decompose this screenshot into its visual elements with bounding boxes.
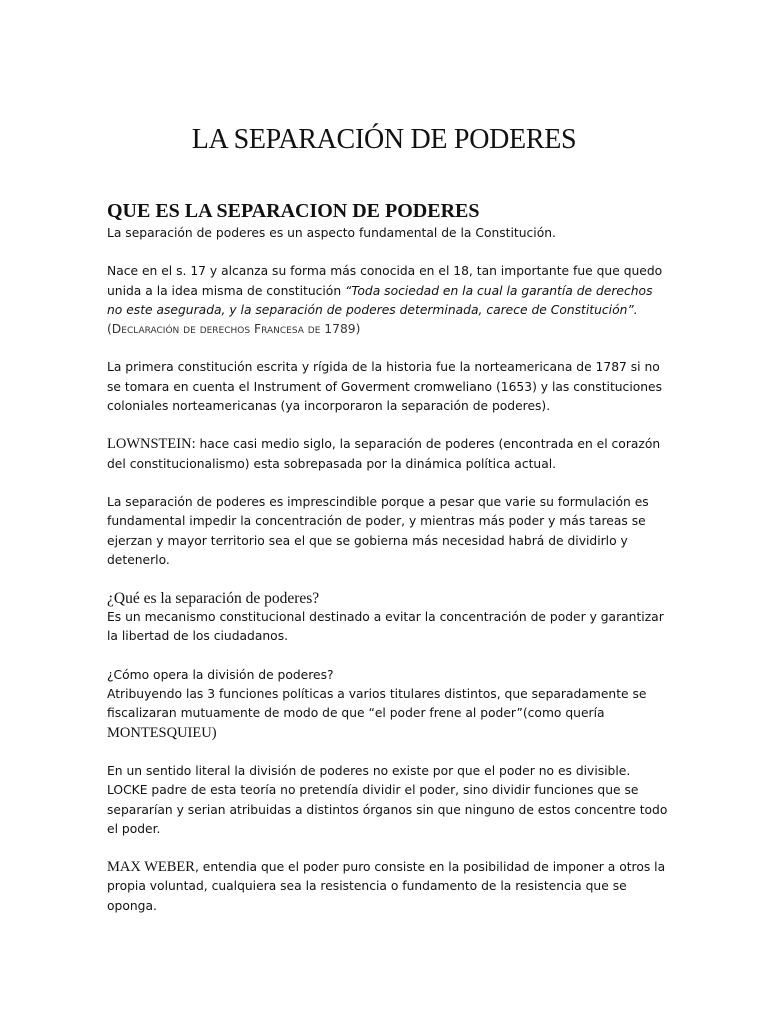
text-line: En un sentido literal la división de poderes no existe por que el poder no es divisible.	[107, 763, 631, 778]
quote-text: no este asegurada, y la separación de poderes determinada, carece de Constitución”.	[107, 302, 638, 317]
author-name: MONTESQUIEU)	[107, 724, 217, 741]
text-line: La separación de poderes es imprescindible porque a pesar que varie su formulación es	[107, 494, 649, 509]
paragraph-intro: La separación de poderes es un aspecto fundamental de la Constitución.	[107, 226, 556, 240]
text-line: LOCKE padre de esta teoría no pretendía dividir el poder, sino dividir funciones que se	[107, 783, 639, 798]
paragraph-locke	[107, 762, 687, 839]
text-line: Es un mecanismo constitucional destinado a evitar la concentración de poder y garantizar	[107, 610, 664, 625]
text-span: unida a la idea misma de constitución	[107, 283, 346, 298]
text-line: Nace en el s. 17 y alcanza su forma más conocida en el 18, tan importante fue que quedo	[107, 264, 663, 279]
text-line: detenerlo.	[107, 552, 170, 567]
text-line: separarían y serian atribuidas a distintos órganos sin que ninguno de estos concentre todo	[107, 802, 668, 817]
paragraph-imprescindible	[107, 493, 687, 570]
text-line: el poder.	[107, 821, 161, 836]
paragraph-definition	[107, 608, 687, 647]
text-line: fundamental impedir la concentración de poder, y mientras más poder y más tareas se	[107, 514, 646, 529]
paragraph-lownstein	[107, 435, 687, 474]
question-heading: ¿Qué es la separación de poderes?	[107, 590, 320, 608]
text-line: oponga.	[107, 898, 157, 913]
section-heading: QUE ES LA SEPARACION DE PODERES	[107, 200, 480, 222]
text-line: propia voluntad, cualquiera sea la resistencia o fundamento de la resistencia que se	[107, 879, 627, 894]
paragraph-weber	[107, 858, 687, 916]
text-span: hace casi medio siglo, la separación de poderes (encontrada en el corazón	[195, 437, 661, 452]
spacer	[107, 474, 687, 493]
paragraph-how-it-works	[107, 685, 687, 743]
text-line: del constitucionalismo) esta sobrepasada por la dinámica política actual.	[107, 456, 557, 471]
citation: (Declaración de derechos Francesa de 1789)	[107, 322, 361, 337]
text-line: Atribuyendo las 3 funciones políticas a varios titulares distintos, que separadamente se	[107, 687, 647, 702]
text-line: fiscalizaran mutuamente de modo de que “el poder frene al poder”(como quería	[107, 706, 605, 721]
spacer	[107, 743, 687, 762]
text-line	[107, 282, 687, 301]
spacer	[107, 839, 687, 858]
text-line: ejerzan y mayor territorio sea el que se gobierna más necesidad habrá de dividirlo y	[107, 533, 628, 548]
spacer	[107, 339, 687, 358]
author-name: LOWNSTEIN:	[107, 436, 196, 453]
text-line	[107, 301, 687, 320]
spacer	[107, 243, 687, 262]
author-name: MAX WEBER	[107, 859, 195, 876]
paragraph-origin	[107, 262, 687, 339]
question-heading: ¿Cómo opera la división de poderes?	[107, 667, 334, 682]
paragraph-first-constitution	[107, 358, 687, 416]
text-line	[107, 435, 687, 454]
spacer	[107, 416, 687, 435]
text-line: La primera constitución escrita y rígida de la historia fue la norteamericana de 1787 si no	[107, 360, 660, 375]
text-line	[107, 724, 687, 743]
spacer	[107, 647, 687, 666]
document-title: LA SEPARACIÓN DE PODERES	[191, 124, 577, 155]
text-line: coloniales norteamericanas (ya incorporaron la separación de poderes).	[107, 399, 551, 414]
text-line: la libertad de los ciudadanos.	[107, 629, 289, 644]
text-line	[107, 858, 687, 877]
document-body	[107, 198, 687, 916]
text-span: , entendia que el poder puro consiste en la posibilidad de imponer a otros la	[194, 860, 666, 875]
spacer	[107, 570, 687, 589]
text-line: se tomara en cuenta el Instrument of Goverment cromweliano (1653) y las constituciones	[107, 379, 663, 394]
quote-text: “Toda sociedad en la cual la garantía de derechos	[345, 283, 653, 298]
